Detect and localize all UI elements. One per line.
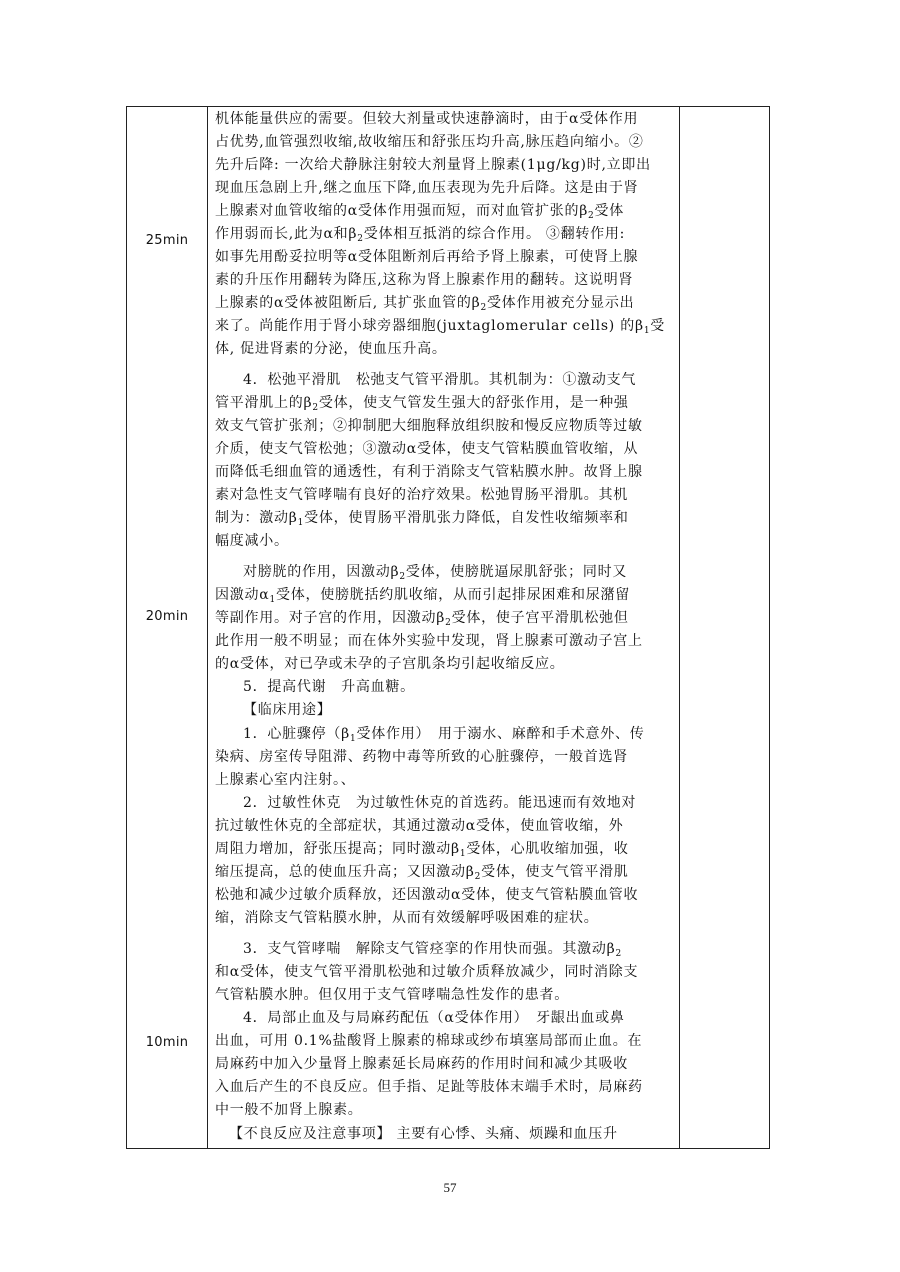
- column-divider: [679, 107, 680, 1148]
- text-line: 中一般不加肾上腺素。: [215, 1102, 363, 1118]
- text-line: 对膀胱的作用，因激动$\beta_2$受体，使膀胱逼尿肌舒张；同时又: [243, 564, 628, 582]
- text-line: 上腺素的α受体被阻断后, 其扩张血管的$\beta_2$受体作用被充分显示出: [215, 295, 635, 313]
- text-line: 染病、房室传导阻滞、药物中毒等所致的心脏骤停，一般首选肾: [215, 749, 628, 765]
- content-table: [126, 106, 770, 1149]
- text-line: 等副作用。对子宫的作用，因激动$\beta_2$受体，使子宫平滑肌松弛但: [215, 610, 629, 628]
- text-line: 气管粘膜水肿。但仅用于支气管哮喘急性发作的患者。: [215, 987, 569, 1003]
- text-line: 周阻力增加，舒张压提高；同时激动$\beta_1$受体，心肌收缩加强，收: [215, 841, 629, 859]
- text-line: 管平滑肌上的$\beta_2$受体，使支气管发生强大的舒张作用，是一种强: [215, 395, 629, 413]
- text-line: 局麻药中加入少量肾上腺素延长局麻药的作用时间和减少其吸收: [215, 1056, 628, 1072]
- text-line: 而降低毛细血管的通透性，有利于消除支气管粘膜水肿。故肾上腺: [215, 464, 643, 480]
- text-line: 因激动$\alpha_1$受体，使膀胱括约肌收缩，从而引起排尿困难和尿潴留: [215, 587, 630, 605]
- text-line: 上腺素心室内注射。、: [215, 772, 356, 788]
- text-line: 素的升压作用翻转为降压,这称为肾上腺素作用的翻转。这说明肾: [215, 272, 634, 288]
- text-line: 和α受体，使支气管平滑肌松弛和过敏介质释放减少，同时消除支: [215, 964, 639, 980]
- text-line: 制为：激动$\beta_1$受体，使胃肠平滑肌张力降低，自发性收缩频率和: [215, 510, 629, 528]
- text-line: 4．局部止血及与局麻药配伍（α受体作用） 牙龈出血或鼻: [243, 1010, 625, 1026]
- time-label-25min: 25min: [145, 233, 189, 248]
- section-heading: 【不良反应及注意事项】 主要有心悸、头痛、烦躁和血压升: [229, 1126, 618, 1142]
- page-number: 57: [443, 1180, 457, 1195]
- text-line: 素对急性支气管哮喘有良好的治疗效果。松弛胃肠平滑肌。其机: [215, 487, 628, 503]
- time-label-10min: 10min: [145, 1035, 189, 1050]
- time-label-20min: 20min: [145, 609, 189, 624]
- text-line: 幅度减小。: [215, 533, 289, 549]
- text-line: 作用弱而长,此为α和$\beta_2$受体相互抵消的综合作用。 ③翻转作用:: [215, 226, 626, 244]
- text-line: 松弛和减少过敏介质释放，还因激动α受体，使支气管粘膜血管收: [215, 887, 639, 903]
- text-line: 先升后降: 一次给犬静脉注射较大剂量肾上腺素(1μg/kg)时,立即出: [215, 157, 651, 173]
- text-line: 缩压提高，总的使血压升高；又因激动$\beta_2$受体，使支气管平滑肌: [215, 864, 629, 882]
- text-line: 上腺素对血管收缩的α受体作用强而短，而对血管扩张的$\beta_2$受体: [215, 203, 625, 221]
- column-divider: [207, 107, 208, 1148]
- text-line: 出血，可用 0.1%盐酸肾上腺素的棉球或纱布填塞局部而止血。在: [215, 1033, 643, 1049]
- text-line: 占优势,血管强烈收缩,故收缩压和舒张压均升高,脉压趋向缩小。②: [215, 134, 644, 150]
- text-line: 此作用一般不明显；而在体外实验中发现，肾上腺素可激动子宫上: [215, 633, 643, 649]
- text-line: 4．松弛平滑肌 松弛支气管平滑肌。其机制为：①激动支气: [243, 372, 637, 388]
- text-line: 如事先用酚妥拉明等α受体阻断剂后再给予肾上腺素，可使肾上腺: [215, 249, 639, 265]
- text-line: 1．心脏骤停（$\beta_1$受体作用） 用于溺水、麻醉和手术意外、传: [243, 726, 645, 744]
- text-line: 抗过敏性休克的全部症状，其通过激动α受体，使血管收缩，外: [215, 818, 624, 834]
- text-line: 缩，消除支气管粘膜水肿，从而有效缓解呼吸困难的症状。: [215, 910, 599, 926]
- text-line: 的α受体，对已孕或未孕的子宫肌条均引起收缩反应。: [215, 656, 565, 672]
- text-line: 5．提高代谢 升高血糖。: [243, 679, 415, 695]
- text-line: 机体能量供应的需要。但较大剂量或快速静滴时，由于α受体作用: [215, 111, 639, 127]
- text-line: 现血压急剧上升,继之血压下降,血压表现为先升后降。这是由于肾: [215, 180, 639, 196]
- text-line: 3．支气管哮喘 解除支气管痉挛的作用快而强。其激动$\beta_2$: [243, 941, 622, 959]
- text-line: 体, 促进肾素的分泌，使血压升高。: [215, 341, 447, 357]
- text-line: 来了。尚能作用于肾小球旁器细胞(juxtaglomerular cells) 的$\beta_1$受: [215, 318, 666, 336]
- text-line: 介质，使支气管松弛；③激动α受体，使支气管粘膜血管收缩，从: [215, 441, 639, 457]
- text-line: 入血后产生的不良反应。但手指、足趾等肢体末端手术时，局麻药: [215, 1079, 643, 1095]
- text-line: 2．过敏性休克 为过敏性休克的首选药。能迅速而有效地对: [243, 795, 637, 811]
- section-heading: 【临床用途】: [243, 702, 332, 718]
- text-line: 效支气管扩张剂；②抑制肥大细胞释放组织胺和慢反应物质等过敏: [215, 418, 643, 434]
